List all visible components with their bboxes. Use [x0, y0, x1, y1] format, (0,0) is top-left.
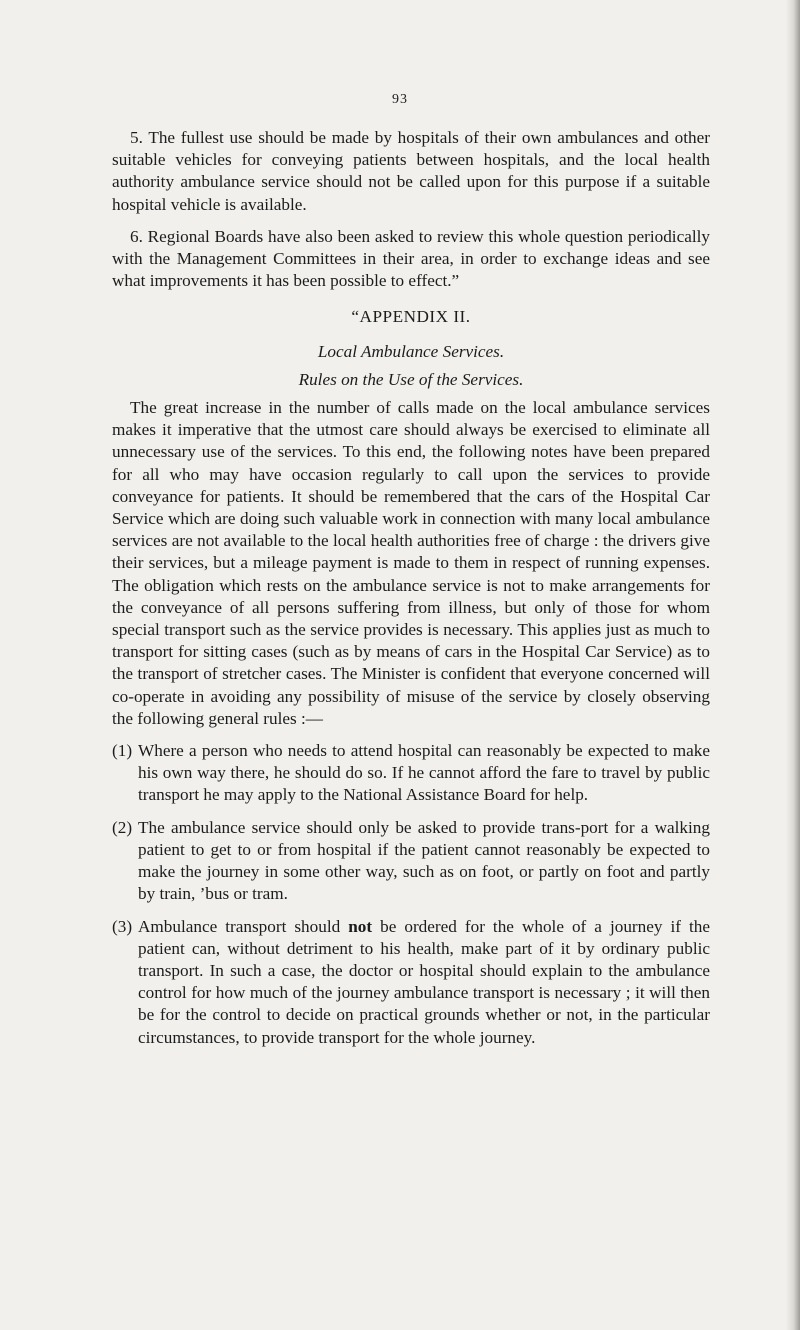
rule-text-start: Ambulance transport should [138, 916, 349, 936]
rule-item-1 [112, 740, 710, 807]
paragraph-5: 5. The fullest use should be made by hospitals of their own ambulances and other suitable vehicles for conveying patients between hospitals, and the local health authority ambulance service should not be called upon for this purpose if a suitable hospital vehicle is available. [112, 128, 710, 214]
appendix-subtitle-rules: Rules on the Use of the Services. [298, 369, 524, 389]
rule-number: (1) [112, 741, 133, 761]
appendix-subtitle-ambulance-services: Local Ambulance Services. [317, 341, 505, 361]
rule-text-end: be ordered for the whole of a journey if the patient can, without detriment to his health, make part of it by ordinary public transport. In such a case, the doctor or hospital should explain to the ambulance control for how much of the journey ambulance transport is necessary ; it will then be for the control to decide on practical grounds whether or not, in the particular circumstances, to provide transport for the whole journey. [138, 916, 710, 1047]
page-number: 93 [392, 92, 408, 107]
appendix-heading: “APPENDIX II. [351, 307, 471, 327]
rule-item-3 [112, 916, 710, 1049]
rule-text-emphasis: not [348, 916, 373, 936]
appendix-intro-paragraph: The great increase in the number of calls made on the local ambulance services makes it imperative that the utmost care should always be exercised to eliminate all unnecessary use of the services. To this end, the following notes have been prepared for all who may have occasion regularly to call upon the services to provide conveyance for patients. It should be remembered that the cars of the Hospital Car Service which are doing such valuable work in connection with many local ambulance services are not available to the local health authorities free of charge : the drivers give their services, but a mileage payment is made to them in respect of running expenses. The obligation which rests on the ambulance service is not to make arrangements for the conveyance of all persons suffering from illness, but only of those for whom special transport such as the service provides is necessary. This applies just as much to transport for sitting cases (such as by means of cars in the Hospital Car Service) as to the transport of stretcher cases. The Minister is confident that everyone concerned will co-operate in avoiding any possibility of misuse of the service by closely observing the following general rules :— [112, 398, 710, 728]
rule-number: (3) [112, 916, 133, 936]
paragraph-6: 6. Regional Boards have also been asked to review this whole question periodically with the Management Committees in their area, in order to exchange ideas and see what improvements it has been possible to effect.” [112, 226, 710, 291]
document-body [112, 127, 710, 1059]
rule-item-2 [112, 817, 710, 906]
rule-text: Where a person who needs to attend hospital can reasonably be expected to make his own way there, he should do so. If he cannot afford the fare to travel by public transport he may apply to the National Assistance Board for help. [138, 741, 710, 805]
page-edge-shadow [786, 0, 800, 1330]
rule-number: (2) [112, 817, 133, 837]
rule-text: The ambulance service should only be asked to provide trans-port for a walking patient to get to or from hospital if the patient cannot reasonably be expected to make the journey in some other way, such as on foot, or partly on foot and partly by train, ’bus or tram. [138, 817, 710, 904]
